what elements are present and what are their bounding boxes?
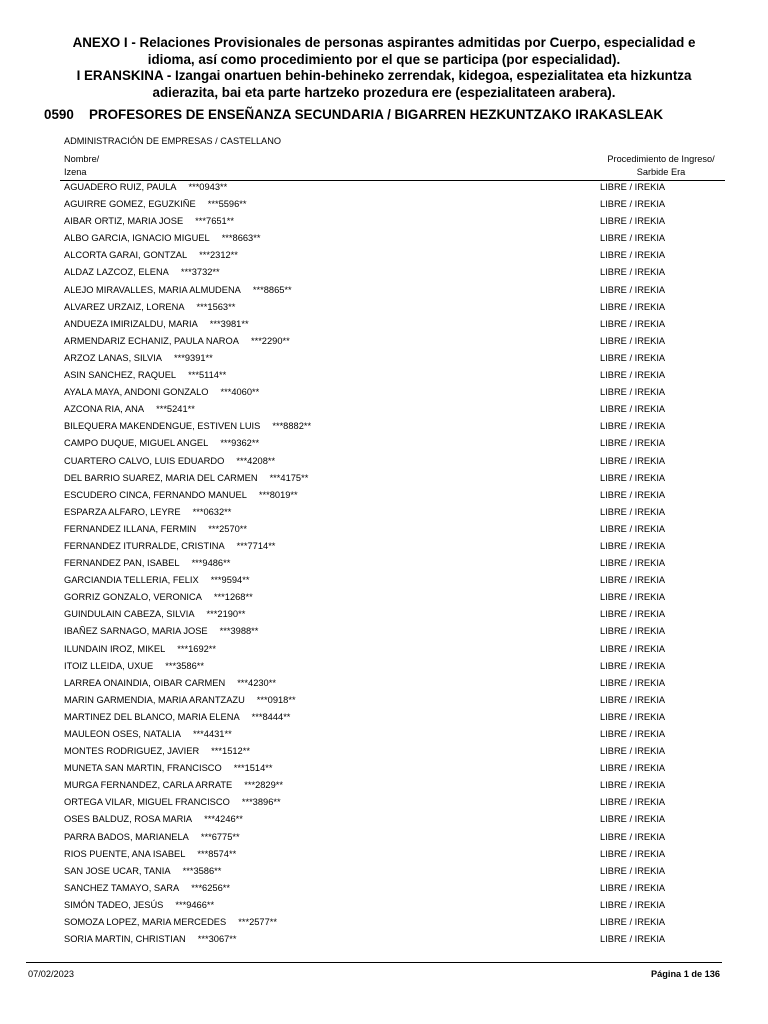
applicant-id: ***2312** <box>199 250 238 261</box>
procedure-cell: LIBRE / IREKIA <box>600 506 666 517</box>
applicant-id: ***7714** <box>236 540 276 551</box>
table-row <box>0 247 768 264</box>
applicant-id: ***2829** <box>244 780 284 791</box>
applicant-cell <box>64 299 235 316</box>
applicant-name: GUINDULAIN CABEZA, SILVIA <box>64 609 195 620</box>
table-row <box>0 487 768 504</box>
applicant-id: ***6775** <box>200 831 240 842</box>
applicant-name: MUNETA SAN MARTIN, FRANCISCO <box>64 763 222 774</box>
table-row <box>0 453 768 470</box>
applicant-name: ESCUDERO CINCA, FERNANDO MANUEL <box>64 489 247 500</box>
applicant-name: MONTES RODRIGUEZ, JAVIER <box>64 746 200 757</box>
table-row <box>0 333 768 350</box>
applicant-cell <box>64 384 259 401</box>
document-title <box>20 35 748 101</box>
applicant-name: FERNANDEZ ITURRALDE, CRISTINA <box>64 540 225 551</box>
applicant-cell <box>64 811 243 828</box>
table-row <box>0 555 768 572</box>
applicant-id: ***5596** <box>207 199 247 210</box>
applicant-cell <box>64 487 298 504</box>
column-header-name-line: Nombre/ <box>64 154 100 164</box>
applicant-name: ALDAZ LAZCOZ, ELENA <box>64 267 169 278</box>
procedure-cell: LIBRE / IREKIA <box>600 626 666 637</box>
applicant-cell <box>64 829 240 846</box>
table-row <box>0 794 768 811</box>
applicant-name: FERNANDEZ ILLANA, FERMIN <box>64 523 197 534</box>
table-row <box>0 470 768 487</box>
applicant-name: ORTEGA VILAR, MIGUEL FRANCISCO <box>64 797 230 808</box>
table-row <box>0 350 768 367</box>
applicant-name: ALCORTA GARAI, GONTZAL <box>64 250 188 261</box>
procedure-cell: LIBRE / IREKIA <box>600 199 666 210</box>
applicant-cell <box>64 316 249 333</box>
table-row <box>0 230 768 247</box>
table-row <box>0 504 768 521</box>
procedure-cell: LIBRE / IREKIA <box>600 284 666 295</box>
applicant-id: ***3067** <box>197 934 237 945</box>
title-line: ANEXO I - Relaciones Provisionales de personas aspirantes admitidas por Cuerpo, especialidad e <box>72 35 696 50</box>
table-row <box>0 863 768 880</box>
applicant-cell <box>64 589 253 606</box>
applicant-name: ITOIZ LLEIDA, UXUE <box>64 660 154 671</box>
applicant-id: ***9466** <box>175 899 215 910</box>
applicant-id: ***1512** <box>211 746 250 757</box>
applicant-name: ARZOZ LANAS, SILVIA <box>64 352 162 363</box>
applicant-id: ***0918** <box>256 694 296 705</box>
table-row <box>0 521 768 538</box>
procedure-cell: LIBRE / IREKIA <box>600 899 666 910</box>
applicant-id: ***5114** <box>188 370 227 381</box>
table-row <box>0 709 768 726</box>
applicant-name: GORRIZ GONZALO, VERONICA <box>64 592 202 603</box>
applicant-name: AYALA MAYA, ANDONI GONZALO <box>64 387 209 398</box>
applicant-id: ***5241** <box>156 404 195 415</box>
applicant-cell <box>64 606 245 623</box>
applicant-id: ***3988** <box>219 626 259 637</box>
applicant-id: ***2577** <box>238 917 277 928</box>
procedure-cell: LIBRE / IREKIA <box>600 404 666 415</box>
applicant-id: ***9391** <box>174 352 213 363</box>
table-row <box>0 384 768 401</box>
table-row <box>0 777 768 794</box>
applicant-name: AGUADERO RUIZ, PAULA <box>64 182 177 192</box>
applicant-cell <box>64 726 232 743</box>
applicant-id: ***4208** <box>236 455 276 466</box>
procedure-cell: LIBRE / IREKIA <box>600 660 666 671</box>
procedure-cell: LIBRE / IREKIA <box>600 318 666 329</box>
applicant-cell <box>64 435 259 452</box>
applicant-id: ***9594** <box>210 575 250 586</box>
applicant-name: ARMENDARIZ ECHANIZ, PAULA NAROA <box>64 335 239 346</box>
procedure-cell: LIBRE / IREKIA <box>600 575 666 586</box>
applicant-id: ***8019** <box>258 489 298 500</box>
applicant-cell <box>64 675 276 692</box>
procedure-cell: LIBRE / IREKIA <box>600 609 666 620</box>
applicant-id: ***2190** <box>206 609 246 620</box>
applicant-id: ***4060** <box>220 387 260 398</box>
procedure-cell: LIBRE / IREKIA <box>600 250 666 261</box>
applicant-name: BILEQUERA MAKENDENGUE, ESTIVEN LUIS <box>64 421 261 432</box>
table-row <box>0 367 768 384</box>
table-row <box>0 316 768 333</box>
applicant-id: ***1268** <box>213 592 253 603</box>
procedure-cell: LIBRE / IREKIA <box>600 370 666 381</box>
applicant-name: AGUIRRE GOMEZ, EGUZKIÑE <box>64 199 196 210</box>
table-row <box>0 641 768 658</box>
applicant-cell <box>64 538 275 555</box>
applicant-id: ***9486** <box>191 558 231 569</box>
table-row <box>0 914 768 931</box>
applicant-cell <box>64 794 281 811</box>
applicant-cell <box>64 709 290 726</box>
applicant-name: DEL BARRIO SUAREZ, MARIA DEL CARMEN <box>64 472 258 483</box>
applicant-id: ***8882** <box>272 421 312 432</box>
procedure-cell: LIBRE / IREKIA <box>600 643 666 654</box>
applicant-name: LARREA ONAINDIA, OIBAR CARMEN <box>64 677 226 688</box>
table-row <box>0 299 768 316</box>
table-row <box>0 880 768 897</box>
title-line: I ERANSKINA - Izangai onartuen behin-behineko zerrendak, kidegoa, espezialitatea eta hizkuntza <box>76 68 692 83</box>
applicant-cell <box>64 931 237 948</box>
applicant-cell <box>64 196 247 213</box>
procedure-cell: LIBRE / IREKIA <box>600 216 666 227</box>
section-name: PROFESORES DE ENSEÑANZA SECUNDARIA / BIGARREN HEZKUNTZAKO IRAKASLEAK <box>89 107 664 122</box>
applicant-name: RIOS PUENTE, ANA ISABEL <box>64 848 186 859</box>
procedure-cell: LIBRE / IREKIA <box>600 848 666 859</box>
procedure-cell: LIBRE / IREKIA <box>600 472 666 483</box>
applicant-cell <box>64 641 216 658</box>
table-row <box>0 931 768 948</box>
applicant-id: ***1514** <box>233 763 273 774</box>
procedure-cell: LIBRE / IREKIA <box>600 934 666 945</box>
table-row <box>0 196 768 213</box>
table-row <box>0 811 768 828</box>
procedure-cell: LIBRE / IREKIA <box>600 865 666 876</box>
procedure-cell: LIBRE / IREKIA <box>600 267 666 278</box>
applicant-cell <box>64 743 250 760</box>
table-row <box>0 418 768 435</box>
specialty-label: ADMINISTRACIÓN DE EMPRESAS / CASTELLANO <box>64 136 281 146</box>
procedure-cell: LIBRE / IREKIA <box>600 882 666 893</box>
applicant-id: ***6256** <box>191 882 230 893</box>
applicant-cell <box>64 521 247 538</box>
applicant-name: SORIA MARTIN, CHRISTIAN <box>64 934 186 945</box>
table-row <box>0 213 768 230</box>
table-row <box>0 401 768 418</box>
applicant-id: ***1692** <box>177 643 217 654</box>
applicant-id: ***4431** <box>192 729 232 739</box>
column-header-procedure-line: Procedimiento de Ingreso/ <box>607 154 715 164</box>
procedure-cell: LIBRE / IREKIA <box>600 780 666 791</box>
applicant-cell <box>64 350 213 367</box>
applicant-name: ANDUEZA IMIRIZALDU, MARIA <box>64 318 198 329</box>
column-header-name <box>64 153 99 179</box>
procedure-cell: LIBRE / IREKIA <box>600 438 666 449</box>
applicant-name: PARRA BADOS, MARIANELA <box>64 831 189 842</box>
procedure-cell: LIBRE / IREKIA <box>600 335 666 346</box>
applicant-cell <box>64 914 277 931</box>
applicant-cell <box>64 692 296 709</box>
applicant-cell <box>64 846 236 863</box>
title-line: idioma, así como procedimiento por el que se participa (por especialidad). <box>147 51 621 67</box>
applicant-cell <box>64 453 275 470</box>
table-row <box>0 743 768 760</box>
procedure-cell: LIBRE / IREKIA <box>600 387 666 398</box>
procedure-cell: LIBRE / IREKIA <box>600 421 666 432</box>
procedure-cell: LIBRE / IREKIA <box>600 797 666 808</box>
applicant-name: SAN JOSE UCAR, TANIA <box>64 865 171 876</box>
procedure-cell: LIBRE / IREKIA <box>600 352 666 363</box>
applicant-cell <box>64 230 260 247</box>
table-row <box>0 829 768 846</box>
applicant-id: ***3586** <box>182 865 222 876</box>
applicant-id: ***4175** <box>269 472 309 483</box>
table-row <box>0 572 768 589</box>
table-row <box>0 606 768 623</box>
table-row <box>0 282 768 299</box>
applicant-name: GARCIANDIA TELLERIA, FELIX <box>64 575 199 586</box>
applicant-cell <box>64 282 292 299</box>
applicant-name: SOMOZA LOPEZ, MARIA MERCEDES <box>64 917 227 928</box>
column-header-procedure <box>596 153 726 179</box>
applicant-id: ***1563** <box>196 301 236 312</box>
applicant-id: ***8865** <box>252 284 292 295</box>
applicant-name: MURGA FERNANDEZ, CARLA ARRATE <box>64 780 233 791</box>
applicant-cell <box>64 247 238 264</box>
procedure-cell: LIBRE / IREKIA <box>600 677 666 688</box>
applicant-id: ***4230** <box>237 677 276 688</box>
applicant-id: ***8444** <box>251 711 291 722</box>
table-row <box>0 760 768 777</box>
applicant-cell <box>64 401 195 418</box>
procedure-cell: LIBRE / IREKIA <box>600 763 666 774</box>
procedure-cell: LIBRE / IREKIA <box>600 694 666 705</box>
applicant-cell <box>64 897 214 914</box>
applicant-cell <box>64 470 308 487</box>
applicant-name: ESPARZA ALFARO, LEYRE <box>64 506 181 517</box>
procedure-cell: LIBRE / IREKIA <box>600 917 666 928</box>
procedure-cell: LIBRE / IREKIA <box>600 455 666 466</box>
applicant-cell <box>64 880 230 897</box>
applicant-name: ILUNDAIN IROZ, MIKEL <box>64 643 166 654</box>
applicant-name: ALBO GARCIA, IGNACIO MIGUEL <box>64 233 210 244</box>
table-row <box>0 726 768 743</box>
procedure-cell: LIBRE / IREKIA <box>600 233 666 244</box>
applicant-name: AZCONA RIA, ANA <box>64 404 145 415</box>
applicant-cell <box>64 863 221 880</box>
applicant-cell <box>64 555 230 572</box>
table-row <box>0 692 768 709</box>
applicant-cell <box>64 179 227 196</box>
applicant-cell <box>64 504 231 521</box>
procedure-cell: LIBRE / IREKIA <box>600 489 666 500</box>
applicant-id: ***8574** <box>197 848 237 859</box>
table-row <box>0 538 768 555</box>
applicant-cell <box>64 658 204 675</box>
procedure-cell: LIBRE / IREKIA <box>600 558 666 569</box>
applicant-name: MAULEON OSES, NATALIA <box>64 729 181 739</box>
procedure-cell: LIBRE / IREKIA <box>600 301 666 312</box>
applicant-id: ***3896** <box>241 797 281 808</box>
table-row <box>0 658 768 675</box>
applicant-name: MARTINEZ DEL BLANCO, MARIA ELENA <box>64 711 240 722</box>
procedure-cell: LIBRE / IREKIA <box>600 711 666 722</box>
applicant-cell <box>64 572 249 589</box>
applicant-name: SANCHEZ TAMAYO, SARA <box>64 882 180 893</box>
section-code: 0590 <box>44 107 74 122</box>
table-row <box>0 435 768 452</box>
applicant-id: ***3732** <box>180 267 220 278</box>
footer-divider <box>26 962 722 963</box>
procedure-cell: LIBRE / IREKIA <box>600 814 666 825</box>
table-row <box>0 179 768 196</box>
applicant-cell <box>64 264 220 281</box>
applicant-cell <box>64 760 273 777</box>
table-row <box>0 623 768 640</box>
applicant-cell <box>64 333 290 350</box>
applicant-name: ALEJO MIRAVALLES, MARIA ALMUDENA <box>64 284 241 295</box>
section-heading <box>44 107 744 122</box>
applicant-name: MARIN GARMENDIA, MARIA ARANTZAZU <box>64 694 245 705</box>
applicant-name: ASIN SANCHEZ, RAQUEL <box>64 370 177 381</box>
procedure-cell: LIBRE / IREKIA <box>600 831 666 842</box>
applicant-name: IBAÑEZ SARNAGO, MARIA JOSE <box>64 626 208 637</box>
procedure-cell: LIBRE / IREKIA <box>600 746 666 757</box>
applicant-name: CUARTERO CALVO, LUIS EDUARDO <box>64 455 225 466</box>
applicant-cell <box>64 777 283 794</box>
table-row <box>0 264 768 281</box>
applicant-name: ALVAREZ URZAIZ, LORENA <box>64 301 185 312</box>
applicant-name: SIMÓN TADEO, JESÚS <box>64 899 164 910</box>
footer-date: 07/02/2023 <box>28 969 74 979</box>
applicant-name: AIBAR ORTIZ, MARIA JOSE <box>64 216 184 227</box>
applicant-name: OSES BALDUZ, ROSA MARIA <box>64 814 193 825</box>
column-header-name-line: Izena <box>64 167 87 177</box>
applicant-id: ***2570** <box>208 523 248 534</box>
applicant-id: ***8663** <box>221 233 261 244</box>
applicant-id: ***3586** <box>165 660 204 671</box>
procedure-cell: LIBRE / IREKIA <box>600 592 666 603</box>
applicant-cell <box>64 418 311 435</box>
title-line: adierazita, bai eta parte hartzeko prozedura ere (espezialitateen arabera). <box>152 84 616 100</box>
applicant-id: ***9362** <box>220 438 260 449</box>
applicant-cell <box>64 623 258 640</box>
applicant-name: FERNANDEZ PAN, ISABEL <box>64 558 180 569</box>
applicant-id: ***4246** <box>204 814 243 825</box>
procedure-cell: LIBRE / IREKIA <box>600 540 666 551</box>
applicant-cell <box>64 213 234 230</box>
table-row <box>0 675 768 692</box>
applicant-id: ***0943** <box>188 182 228 192</box>
table-row <box>0 589 768 606</box>
column-header-procedure-line: Sarbide Era <box>636 167 686 177</box>
table-row <box>0 846 768 863</box>
applicant-cell <box>64 367 226 384</box>
applicant-id: ***7651** <box>195 216 234 227</box>
applicant-name: CAMPO DUQUE, MIGUEL ANGEL <box>64 438 209 449</box>
table-row <box>0 897 768 914</box>
applicant-list <box>0 179 768 948</box>
footer-page-number: Página 1 de 136 <box>651 969 720 979</box>
applicant-id: ***0632** <box>192 506 232 517</box>
applicant-id: ***2290** <box>250 335 290 346</box>
procedure-cell: LIBRE / IREKIA <box>600 729 666 739</box>
procedure-cell: LIBRE / IREKIA <box>600 523 666 534</box>
procedure-cell: LIBRE / IREKIA <box>600 182 666 192</box>
applicant-id: ***3981** <box>209 318 249 329</box>
